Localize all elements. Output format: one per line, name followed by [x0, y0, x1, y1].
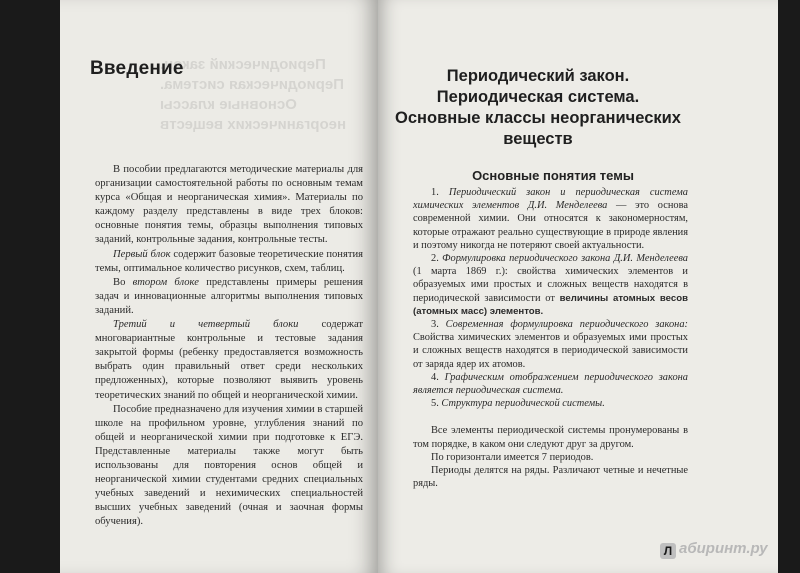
chapter-title: Периодический закон. Периодическая система. Основные классы неорганических веществ — [395, 67, 681, 148]
note-paragraph: Периоды делятся на ряды. Различают четные и нечетные ряды. — [413, 465, 688, 490]
note-paragraph: По горизонтали имеется 7 периодов. — [431, 451, 594, 463]
concept-item: 2. Формулировка периодического закона Д.И. Менделеева (1 марта 1869 г.): свойства химических элементов и образуемых ими простых и сложных веществ находятся в периодической зависимости от величины атомных весов (атомных масс) элементов. — [413, 253, 688, 317]
concept-item: 3. Современная формулировка периодического закона: Свойства химических элементов и образуемых ими простых и сложных веществ находятся в периодической зависимости от заряда ядер их атомов. — [413, 319, 688, 370]
intro-paragraph: Пособие предназначено для изучения химии в старшей школе на профильном уровне, углубления знаний по общей и неорганической химии при подготовке к ЕГЭ. Представленные материалы также могут быть использованы для повторения основ общей и неорганической химии студентами средних специальных учебных заведений и нехимических специальностей высших учебных заведений (очная и заочная формы обучения). — [95, 403, 363, 528]
concept-item: 1. Периодический закон и периодическая система химических элементов Д.И. Менделеева — это основа современной химии. Они относятся к закономерностям, которые отражают реально существующие в природе явления и поэтому никогда не потеряют своей актуальности. — [413, 187, 688, 251]
right-page — [378, 0, 778, 573]
page-title: Введение — [90, 58, 184, 79]
intro-paragraph: Первый блок содержит базовые теоретические понятия темы, оптимальное количество рисунков, схем, таблиц. — [95, 248, 364, 274]
bleed-through-text: Периодический закон. Периодическая система. Основные классы неорганических веществ — [160, 56, 347, 133]
intro-body — [95, 163, 363, 529]
concepts-body — [413, 186, 688, 490]
intro-paragraph: Третий и четвертый блоки содержат многовариантные контрольные и тестовые задания закрытой формы (ребенку предоставляется возможность выбрать один правильный ответ среди нескольких предложенных), которые позволяют выявить уровень теоретических знаний по общей и неорганической химии. — [95, 319, 364, 401]
concept-item: 5. Структура периодической системы. — [431, 398, 605, 410]
intro-paragraph: В пособии предлагаются методические материалы для организации самостоятельной работы по основным темам курса «Общая и неорганическая химия». Материалы по каждому разделу представлены в виде трех блоков: основные понятия темы, образцы выполнения типовых заданий, контрольные задания, контрольные тесты. — [95, 164, 363, 246]
concept-item: 4. Графическим отображением периодического закона является периодическая система. — [413, 371, 689, 397]
left-page — [60, 0, 378, 573]
watermark: Л абиринт.ру — [660, 540, 768, 559]
intro-paragraph: Во втором блоке представлены примеры решения задач и инновационные алгоритмы выполнения типовых заданий. — [95, 276, 363, 316]
note-paragraph: Все элементы периодической системы пронумерованы в том порядке, в каком они следуют друг за другом. — [413, 425, 688, 450]
labirint-logo-icon: Л — [660, 543, 676, 559]
section-title: Основные понятия темы — [472, 168, 634, 183]
